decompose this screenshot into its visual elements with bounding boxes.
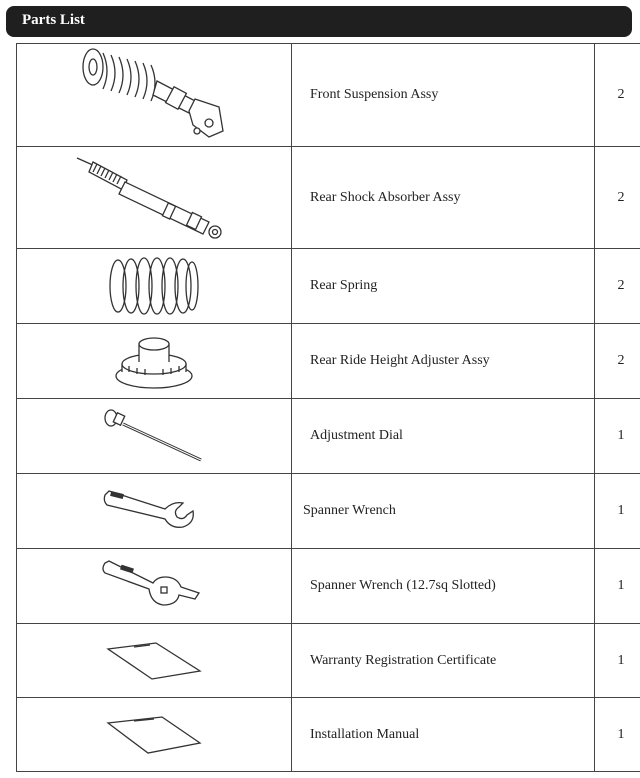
table-row xyxy=(17,549,640,624)
part-quantity: 2 xyxy=(595,249,640,324)
certificate-icon xyxy=(104,641,204,681)
parts-list-header xyxy=(6,6,632,37)
part-name: Rear Spring xyxy=(292,249,595,324)
coil-spring-icon xyxy=(104,253,204,319)
part-name: Spanner Wrench (12.7sq Slotted) xyxy=(292,549,595,624)
part-name: Front Suspension Assy xyxy=(292,44,595,147)
height-adjuster-icon xyxy=(109,330,199,392)
part-image-cell xyxy=(17,147,292,249)
table-row xyxy=(17,399,640,474)
spanner-wrench-icon xyxy=(99,489,209,533)
table-row xyxy=(17,44,640,147)
part-quantity: 1 xyxy=(595,549,640,624)
part-quantity: 1 xyxy=(595,474,640,549)
table-row xyxy=(17,698,640,772)
part-image-cell xyxy=(17,324,292,399)
part-quantity: 1 xyxy=(595,399,640,474)
rear-shock-icon xyxy=(69,150,239,246)
front-suspension-icon xyxy=(69,45,239,145)
part-quantity: 1 xyxy=(595,624,640,698)
part-quantity: 2 xyxy=(595,44,640,147)
adjustment-dial-icon xyxy=(99,406,209,466)
part-quantity: 2 xyxy=(595,324,640,399)
part-name: Installation Manual xyxy=(292,698,595,772)
part-image-cell xyxy=(17,549,292,624)
parts-table xyxy=(16,43,640,772)
part-name: Adjustment Dial xyxy=(292,399,595,474)
part-image-cell xyxy=(17,624,292,698)
parts-list-title: Parts List xyxy=(22,12,85,28)
part-quantity: 2 xyxy=(595,147,640,249)
part-image-cell xyxy=(17,399,292,474)
part-image-cell xyxy=(17,249,292,324)
part-name: Rear Ride Height Adjuster Assy xyxy=(292,324,595,399)
table-row xyxy=(17,249,640,324)
table-row xyxy=(17,324,640,399)
part-name xyxy=(292,474,595,549)
table-row xyxy=(17,474,640,549)
part-image-cell xyxy=(17,44,292,147)
part-name: Rear Shock Absorber Assy xyxy=(292,147,595,249)
slotted-spanner-icon xyxy=(99,559,209,613)
manual-icon xyxy=(104,715,204,755)
part-image-cell xyxy=(17,698,292,772)
table-row xyxy=(17,624,640,698)
part-quantity: 1 xyxy=(595,698,640,772)
part-image-cell xyxy=(17,474,292,549)
part-name: Warranty Registration Certificate xyxy=(292,624,595,698)
part-name-text: Spanner Wrench xyxy=(303,503,396,518)
table-row xyxy=(17,147,640,249)
